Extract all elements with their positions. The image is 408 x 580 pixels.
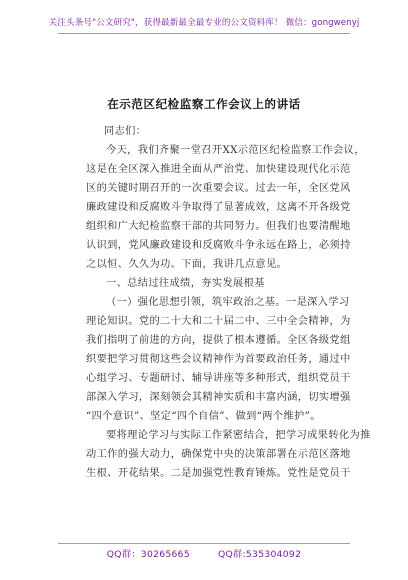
body-line: 认识到，党风廉政建设和反腐败斗争永远在路上，必须持 xyxy=(86,240,351,251)
body-line: 心组学习、专题研讨、辅导讲座等多种形式，组织党员干 xyxy=(86,373,351,384)
footer-divider xyxy=(58,543,350,544)
document-title: 在示范区纪检监察工作会议上的讲话 xyxy=(107,97,301,111)
header-divider xyxy=(58,33,350,34)
body-line: 廉政建设和反腐败斗争取得了显著成效，这离不开各级党 xyxy=(86,202,351,213)
body-line: 要将理论学习与实际工作紧密结合，把学习成果转化为推 xyxy=(106,430,371,441)
body-lines xyxy=(86,141,371,483)
body-line: 一、总结过往成绩，夯实发展根基 xyxy=(106,278,265,289)
body-line: 织要把学习贯彻这些会议精神作为首要政治任务，通过中 xyxy=(86,354,351,365)
body-line: 区的关键时期召开的一次重要会议。过去一年，全区党风 xyxy=(86,183,351,194)
body-line: “四个意识”、坚定“四个自信”、做到“两个维护”。 xyxy=(86,411,321,422)
body-line: 我们指明了前进的方向，提供了根本遵循。全区各级党组 xyxy=(86,335,351,346)
salutation: 同志们： xyxy=(104,126,147,137)
body-line: 组织和广大纪检监察干部的共同努力。但我们也要清醒地 xyxy=(86,221,351,232)
body-line: 动工作的强大动力，确保党中央的决策部署在示范区落地 xyxy=(86,449,351,460)
body-line: （一）强化思想引领，筑牢政治之基。一是深入学习 xyxy=(106,297,350,308)
body-line: 之以恒、久久为功。下面，我讲几点意见。 xyxy=(86,259,288,270)
body-line: 今天，我们齐聚一堂召开XX示范区纪检监察工作会议， xyxy=(106,145,365,156)
footer xyxy=(0,546,408,560)
body-line: 生根、开花结果。二是加强党性教育锤炼。党性是党员干 xyxy=(86,468,351,479)
document-body xyxy=(86,118,371,483)
footer-qq-group-2: QQ群:535304092 xyxy=(217,549,302,560)
header-banner: 关注头条号"公文研究"，获得最新最全最专业的公文资料库！ 微信：gongwenyj xyxy=(48,18,360,28)
footer-qq-group-1: QQ群：30265665 xyxy=(106,549,190,560)
body-line: 理论知识。党的二十大和二十届二中、三中全会精神，为 xyxy=(86,316,351,327)
body-line: 部深入学习，深刻领会其精神实质和丰富内涵，切实增强 xyxy=(86,392,351,403)
body-line: 这是在全区深入推进全面从严治党、加快建设现代化示范 xyxy=(86,164,351,175)
